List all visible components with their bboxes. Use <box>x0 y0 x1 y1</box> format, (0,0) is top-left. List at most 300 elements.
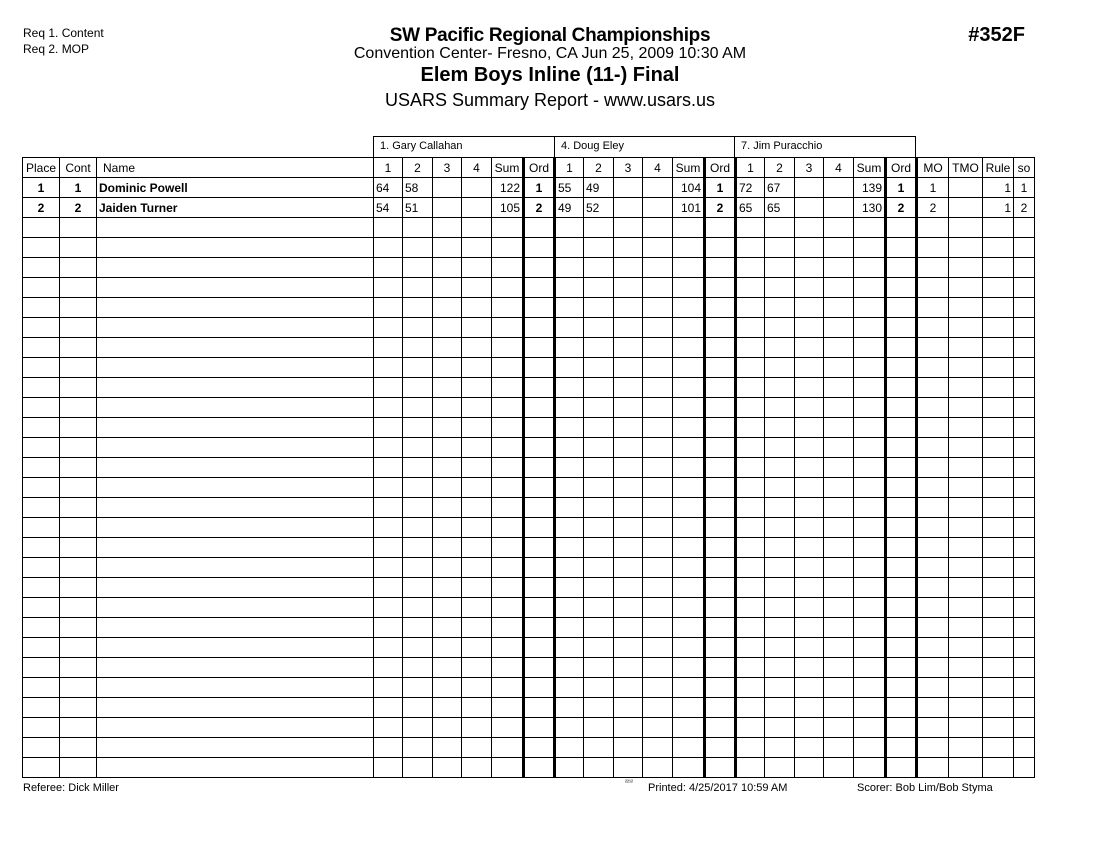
cell-so <box>1014 538 1035 558</box>
cell-so <box>1014 278 1035 298</box>
cell-j1-score4 <box>462 758 492 778</box>
table-row <box>23 178 1035 198</box>
cell-j2-score1 <box>555 238 584 258</box>
cell-so <box>1014 318 1035 338</box>
cell-j2-sum <box>673 718 705 738</box>
cell-j2-score1 <box>555 498 584 518</box>
cell-j2-ord <box>705 578 736 598</box>
cell-j2-ord <box>705 538 736 558</box>
cell-rule <box>983 438 1014 458</box>
cell-j3-score1 <box>736 618 765 638</box>
cell-j2-score3 <box>614 738 643 758</box>
cell-j1-ord <box>524 718 555 738</box>
cell-j2-score1 <box>555 658 584 678</box>
cell-rule <box>983 318 1014 338</box>
requirement-1: Req 1. Content <box>23 26 104 40</box>
cell-j3-score1 <box>736 698 765 718</box>
cell-j2-score1 <box>555 738 584 758</box>
cell-j1-score3 <box>433 638 462 658</box>
cell-j3-score2 <box>765 518 795 538</box>
cell-j1-sum <box>492 698 524 718</box>
cell-mo <box>917 618 949 638</box>
cell-rule <box>983 258 1014 278</box>
cell-j2-ord <box>705 338 736 358</box>
cell-j1-score3 <box>433 218 462 238</box>
cell-j3-score3 <box>795 518 824 538</box>
cell-j1-ord <box>524 318 555 338</box>
cell-mo <box>917 478 949 498</box>
cell-j1-score1 <box>374 238 403 258</box>
cell-name <box>97 538 374 558</box>
cell-j1-sum <box>492 598 524 618</box>
cell-j3-score4 <box>824 258 854 278</box>
cell-tmo <box>949 558 983 578</box>
cell-cont <box>60 578 97 598</box>
cell-j3-score3 <box>795 298 824 318</box>
cell-j1-sum <box>492 318 524 338</box>
cell-cont <box>60 658 97 678</box>
cell-mo <box>917 538 949 558</box>
cell-j2-sum <box>673 658 705 678</box>
cell-j2-ord <box>705 238 736 258</box>
cell-name <box>97 418 374 438</box>
cell-j1-sum: 105 <box>492 198 524 218</box>
cell-j1-score3 <box>433 178 462 198</box>
cell-j1-score2 <box>403 718 433 738</box>
cell-j1-sum <box>492 418 524 438</box>
cell-j2-sum <box>673 318 705 338</box>
col-header-cont: Cont <box>60 158 97 178</box>
cell-cont <box>60 378 97 398</box>
cell-j3-score2 <box>765 398 795 418</box>
cell-rule: 1 <box>983 178 1014 198</box>
cell-j3-sum <box>854 358 886 378</box>
cell-j1-score1 <box>374 498 403 518</box>
cell-j2-score1 <box>555 678 584 698</box>
cell-j3-score3 <box>795 238 824 258</box>
cell-j3-score4 <box>824 198 854 218</box>
cell-j2-score3 <box>614 218 643 238</box>
cell-cont: 1 <box>60 178 97 198</box>
cell-mo <box>917 258 949 278</box>
cell-j1-ord <box>524 458 555 478</box>
cell-j3-sum <box>854 458 886 478</box>
cell-j3-score3 <box>795 378 824 398</box>
cell-j1-score3 <box>433 358 462 378</box>
cell-mo <box>917 418 949 438</box>
cell-j3-ord <box>886 438 917 458</box>
cell-j3-ord <box>886 238 917 258</box>
cell-j2-score3 <box>614 258 643 278</box>
cell-j2-score2 <box>584 338 614 358</box>
cell-j1-ord <box>524 518 555 538</box>
cell-j3-score2 <box>765 438 795 458</box>
cell-rule <box>983 398 1014 418</box>
cell-j1-score2 <box>403 338 433 358</box>
cell-j2-sum <box>673 578 705 598</box>
cell-j2-score2 <box>584 698 614 718</box>
cell-rule <box>983 298 1014 318</box>
cell-j1-score2 <box>403 678 433 698</box>
cell-j1-score4 <box>462 318 492 338</box>
cell-so <box>1014 398 1035 418</box>
cell-j1-score3 <box>433 318 462 338</box>
cell-place <box>23 338 60 358</box>
cell-mo <box>917 398 949 418</box>
cell-j1-score2 <box>403 358 433 378</box>
cell-j1-ord <box>524 398 555 418</box>
cell-j3-score3 <box>795 718 824 738</box>
cell-j2-score4 <box>643 478 673 498</box>
cell-j1-score3 <box>433 378 462 398</box>
empty-row <box>23 238 1035 258</box>
cell-j3-score2 <box>765 278 795 298</box>
empty-row <box>23 298 1035 318</box>
empty-row <box>23 498 1035 518</box>
cell-j3-sum <box>854 638 886 658</box>
cell-j1-sum <box>492 498 524 518</box>
cell-so <box>1014 298 1035 318</box>
cell-name <box>97 598 374 618</box>
cell-j3-sum <box>854 698 886 718</box>
cell-j2-score3 <box>614 698 643 718</box>
cell-j3-score1 <box>736 218 765 238</box>
col-header-judge3-3: 3 <box>795 158 824 178</box>
cell-name <box>97 678 374 698</box>
cell-j3-score2 <box>765 678 795 698</box>
cell-j1-sum <box>492 718 524 738</box>
cell-j1-score4 <box>462 458 492 478</box>
cell-j3-score2 <box>765 318 795 338</box>
cell-j3-score3 <box>795 178 824 198</box>
cell-j2-sum <box>673 598 705 618</box>
cell-j2-score4 <box>643 198 673 218</box>
cell-j3-score3 <box>795 338 824 358</box>
cell-j3-sum <box>854 278 886 298</box>
cell-j3-sum <box>854 678 886 698</box>
cell-mo <box>917 598 949 618</box>
col-header-judge2-2: 2 <box>584 158 614 178</box>
cell-j2-ord <box>705 678 736 698</box>
cell-cont <box>60 678 97 698</box>
cell-tmo <box>949 418 983 438</box>
cell-j1-score1 <box>374 718 403 738</box>
cell-j2-score4 <box>643 178 673 198</box>
cell-j1-score1 <box>374 658 403 678</box>
cell-j3-score1 <box>736 558 765 578</box>
cell-j2-score2 <box>584 638 614 658</box>
cell-j3-ord <box>886 598 917 618</box>
cell-j2-score3 <box>614 498 643 518</box>
cell-mo <box>917 658 949 678</box>
cell-rule <box>983 218 1014 238</box>
cell-j2-score1 <box>555 338 584 358</box>
cell-rule <box>983 558 1014 578</box>
cell-j1-score2 <box>403 378 433 398</box>
cell-j1-ord <box>524 278 555 298</box>
cell-j2-score3 <box>614 478 643 498</box>
cell-mo <box>917 578 949 598</box>
cell-place <box>23 258 60 278</box>
cell-j3-score2 <box>765 698 795 718</box>
cell-j3-score4 <box>824 698 854 718</box>
cell-j3-ord: 1 <box>886 178 917 198</box>
cell-j3-score1 <box>736 238 765 258</box>
cell-mo <box>917 738 949 758</box>
cell-j1-sum <box>492 358 524 378</box>
cell-j3-sum <box>854 478 886 498</box>
cell-so <box>1014 618 1035 638</box>
cell-place <box>23 298 60 318</box>
cell-j3-sum <box>854 538 886 558</box>
cell-j1-score1 <box>374 338 403 358</box>
scorer-label: Scorer: Bob Lim/Bob Styma <box>857 782 993 794</box>
cell-j2-score2 <box>584 318 614 338</box>
cell-j2-score4 <box>643 298 673 318</box>
cell-j3-ord <box>886 698 917 718</box>
cell-j2-score4 <box>643 278 673 298</box>
cell-j2-score3 <box>614 638 643 658</box>
cell-tmo <box>949 358 983 378</box>
cell-j3-score2 <box>765 558 795 578</box>
cell-j2-score2: 49 <box>584 178 614 198</box>
cell-mo <box>917 438 949 458</box>
empty-row <box>23 218 1035 238</box>
cell-cont <box>60 358 97 378</box>
cell-j1-score1 <box>374 458 403 478</box>
cell-place <box>23 718 60 738</box>
cell-j1-score4 <box>462 738 492 758</box>
cell-place <box>23 238 60 258</box>
cell-j3-score4 <box>824 518 854 538</box>
cell-j3-ord: 2 <box>886 198 917 218</box>
cell-j3-score1 <box>736 358 765 378</box>
cell-j1-sum <box>492 298 524 318</box>
cell-j1-sum <box>492 338 524 358</box>
cell-j1-score3 <box>433 558 462 578</box>
cell-tmo <box>949 638 983 658</box>
cell-so <box>1014 238 1035 258</box>
cell-tmo <box>949 738 983 758</box>
cell-j3-ord <box>886 338 917 358</box>
empty-row <box>23 418 1035 438</box>
cell-j3-score2 <box>765 618 795 638</box>
cell-j3-score2 <box>765 598 795 618</box>
cell-j3-score1 <box>736 438 765 458</box>
cell-mo <box>917 278 949 298</box>
cell-j2-score3 <box>614 678 643 698</box>
cell-mo <box>917 498 949 518</box>
cell-j2-ord <box>705 758 736 778</box>
cell-j1-score2 <box>403 698 433 718</box>
cell-j2-score4 <box>643 498 673 518</box>
cell-so <box>1014 258 1035 278</box>
cell-j3-ord <box>886 678 917 698</box>
cell-cont <box>60 218 97 238</box>
cell-j1-score2 <box>403 278 433 298</box>
cell-j2-score2 <box>584 418 614 438</box>
cell-j3-sum <box>854 718 886 738</box>
cell-j2-sum <box>673 538 705 558</box>
cell-j2-score1 <box>555 758 584 778</box>
cell-j2-score1 <box>555 458 584 478</box>
empty-row <box>23 718 1035 738</box>
col-header-judge2-3: 3 <box>614 158 643 178</box>
cell-name <box>97 438 374 458</box>
cell-rule <box>983 678 1014 698</box>
cell-j2-score2 <box>584 478 614 498</box>
cell-j2-score1 <box>555 318 584 338</box>
cell-j3-ord <box>886 218 917 238</box>
cell-j3-score3 <box>795 458 824 478</box>
empty-row <box>23 438 1035 458</box>
col-header-mo: MO <box>917 158 949 178</box>
cell-name <box>97 518 374 538</box>
cell-j1-score4 <box>462 358 492 378</box>
cell-place <box>23 278 60 298</box>
cell-j2-ord: 1 <box>705 178 736 198</box>
cell-j3-ord <box>886 498 917 518</box>
cell-j1-ord <box>524 258 555 278</box>
cell-j1-sum <box>492 398 524 418</box>
cell-j1-score4 <box>462 178 492 198</box>
cell-j3-score2 <box>765 418 795 438</box>
cell-j3-sum <box>854 558 886 578</box>
cell-j2-sum <box>673 438 705 458</box>
cell-j2-ord <box>705 618 736 638</box>
cell-j3-ord <box>886 418 917 438</box>
cell-place <box>23 678 60 698</box>
cell-cont <box>60 638 97 658</box>
cell-place <box>23 358 60 378</box>
cell-j1-score2 <box>403 438 433 458</box>
cell-name <box>97 318 374 338</box>
cell-j2-score1 <box>555 638 584 658</box>
cell-place <box>23 318 60 338</box>
cell-j3-sum <box>854 398 886 418</box>
cell-j2-score3 <box>614 438 643 458</box>
cell-j3-score2 <box>765 218 795 238</box>
cell-j3-score2 <box>765 458 795 478</box>
cell-j3-score3 <box>795 618 824 638</box>
cell-j1-score1 <box>374 218 403 238</box>
cell-j1-score1 <box>374 478 403 498</box>
cell-mo <box>917 318 949 338</box>
cell-j3-score4 <box>824 658 854 678</box>
cell-j1-sum <box>492 238 524 258</box>
cell-j2-sum <box>673 238 705 258</box>
cell-j1-score4 <box>462 678 492 698</box>
empty-row <box>23 638 1035 658</box>
cell-j3-score1 <box>736 258 765 278</box>
cell-j3-score4 <box>824 178 854 198</box>
cell-j1-score3 <box>433 338 462 358</box>
cell-so <box>1014 438 1035 458</box>
cell-j3-ord <box>886 398 917 418</box>
cell-j3-sum <box>854 418 886 438</box>
cell-so <box>1014 578 1035 598</box>
cell-j1-score4 <box>462 498 492 518</box>
cell-j1-score1 <box>374 298 403 318</box>
cell-j2-ord <box>705 458 736 478</box>
cell-j3-ord <box>886 458 917 478</box>
cell-cont <box>60 718 97 738</box>
cell-j3-ord <box>886 318 917 338</box>
empty-row <box>23 338 1035 358</box>
cell-j2-sum <box>673 418 705 438</box>
cell-name: Dominic Powell <box>97 178 374 198</box>
cell-j3-score2 <box>765 298 795 318</box>
cell-j3-score3 <box>795 198 824 218</box>
score-table <box>22 157 1035 778</box>
cell-place <box>23 658 60 678</box>
empty-row <box>23 538 1035 558</box>
cell-j1-ord <box>524 658 555 678</box>
col-header-judge1-1: 1 <box>374 158 403 178</box>
cell-j3-score1: 72 <box>736 178 765 198</box>
cell-tmo <box>949 278 983 298</box>
cell-j3-sum <box>854 598 886 618</box>
cell-j3-ord <box>886 358 917 378</box>
cell-j3-sum <box>854 438 886 458</box>
cell-j2-score3 <box>614 278 643 298</box>
cell-j3-score1 <box>736 738 765 758</box>
cell-j2-ord <box>705 318 736 338</box>
cell-j2-score4 <box>643 578 673 598</box>
cell-j2-score4 <box>643 438 673 458</box>
cell-j3-score1 <box>736 398 765 418</box>
cell-j1-score4 <box>462 698 492 718</box>
cell-j2-sum <box>673 378 705 398</box>
cell-j2-score4 <box>643 758 673 778</box>
cell-j2-sum <box>673 478 705 498</box>
cell-j2-score4 <box>643 318 673 338</box>
col-header-tmo: TMO <box>949 158 983 178</box>
cell-so <box>1014 518 1035 538</box>
cell-place <box>23 698 60 718</box>
cell-name <box>97 558 374 578</box>
cell-so <box>1014 378 1035 398</box>
cell-j2-sum <box>673 458 705 478</box>
cell-place <box>23 618 60 638</box>
cell-j3-score4 <box>824 678 854 698</box>
cell-mo <box>917 678 949 698</box>
cell-j3-ord <box>886 278 917 298</box>
cell-j2-score2 <box>584 718 614 738</box>
col-header-judge3-1: 1 <box>736 158 765 178</box>
cell-j1-ord <box>524 758 555 778</box>
cell-j2-sum: 101 <box>673 198 705 218</box>
empty-row <box>23 518 1035 538</box>
cell-so <box>1014 358 1035 378</box>
cell-rule <box>983 638 1014 658</box>
cell-j3-score4 <box>824 218 854 238</box>
cell-j2-ord <box>705 358 736 378</box>
cell-j2-score1 <box>555 478 584 498</box>
cell-j1-score3 <box>433 698 462 718</box>
cell-place <box>23 598 60 618</box>
cell-place <box>23 478 60 498</box>
cell-j1-score1 <box>374 278 403 298</box>
cell-tmo <box>949 258 983 278</box>
cell-j3-score3 <box>795 738 824 758</box>
cell-tmo <box>949 398 983 418</box>
cell-j2-sum <box>673 738 705 758</box>
cell-j3-score4 <box>824 418 854 438</box>
cell-j1-score2 <box>403 518 433 538</box>
cell-j3-score4 <box>824 358 854 378</box>
cell-j2-score2 <box>584 758 614 778</box>
